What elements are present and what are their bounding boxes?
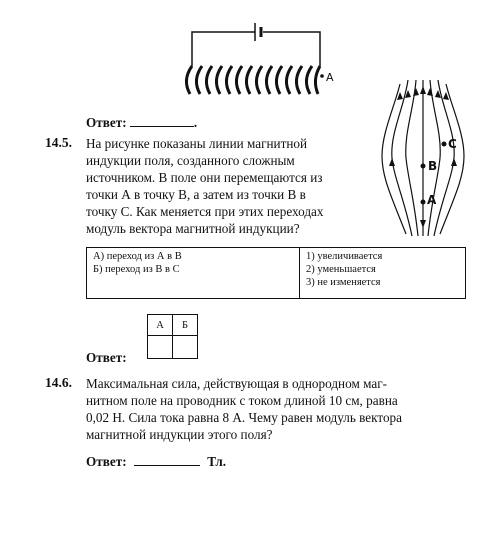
battery-icon — [255, 23, 261, 41]
field-lines-figure — [378, 78, 468, 238]
right-option: 3) не изменяется — [306, 277, 381, 288]
grid-answer-b[interactable] — [173, 336, 198, 359]
q145-line: На рисунке показаны линии магнитной — [86, 136, 308, 151]
prev-answer-blank[interactable] — [130, 112, 194, 127]
left-option: А) переход из А в В — [93, 251, 182, 262]
point-a — [320, 74, 324, 78]
q146-text — [86, 375, 471, 443]
q145-line: индукции поля, созданного сложным — [86, 153, 295, 168]
battery-circuit-wire — [192, 32, 320, 66]
prev-answer-label: Ответ: — [86, 115, 127, 130]
q145-line: источником. В поле они перемещаются из — [86, 170, 323, 185]
q145-number: 14.5. — [45, 135, 72, 150]
point-a-label: A — [427, 193, 437, 207]
q145-line: модуль вектора магнитной индукции? — [86, 221, 300, 236]
q146-number: 14.6. — [45, 375, 72, 390]
right-option: 2) уменьшается — [306, 264, 376, 275]
right-options-cell — [300, 248, 466, 299]
q145-line: точку С. Как меняется при этих переходах — [86, 204, 324, 219]
answer-grid — [147, 314, 198, 359]
q146-line: 0,02 Н. Сила тока равна 8 А. Чему равен модуль вектора — [86, 410, 403, 425]
q145-answer-label: Ответ: — [86, 350, 127, 365]
point-a-label: A — [326, 71, 334, 84]
prev-answer-suffix: . — [193, 115, 198, 130]
point-a — [421, 200, 426, 205]
grid-answer-a[interactable] — [148, 336, 173, 359]
left-options-cell — [87, 248, 300, 299]
q146-answer — [86, 451, 226, 470]
coil-turns — [186, 66, 320, 94]
grid-header-a: А — [148, 315, 173, 336]
q146-line: Максимальная сила, действующая в однородном маг- — [86, 376, 387, 391]
matching-table — [86, 247, 466, 299]
point-c-label: C — [448, 137, 457, 151]
point-c — [442, 142, 447, 147]
q146-line: нитном поле на проводник с током длиной 10 см, равна — [86, 393, 398, 408]
field-lines — [382, 80, 464, 236]
q146-answer-blank[interactable] — [134, 451, 200, 466]
coil-figure — [170, 20, 340, 105]
q146-unit: Тл. — [207, 454, 227, 469]
right-option: 1) увеличивается — [306, 251, 383, 262]
left-option: Б) переход из В в С — [93, 264, 180, 275]
q145-line: точки А в точку В, а затем из точки В в — [86, 187, 306, 202]
q146-line: магнитной индукции этого поля? — [86, 427, 273, 442]
prev-answer — [86, 112, 197, 131]
q145-text — [86, 135, 376, 237]
q146-answer-label: Ответ: — [86, 454, 127, 469]
grid-header-b: Б — [173, 315, 198, 336]
point-b-label: B — [428, 159, 438, 173]
point-b — [421, 164, 426, 169]
